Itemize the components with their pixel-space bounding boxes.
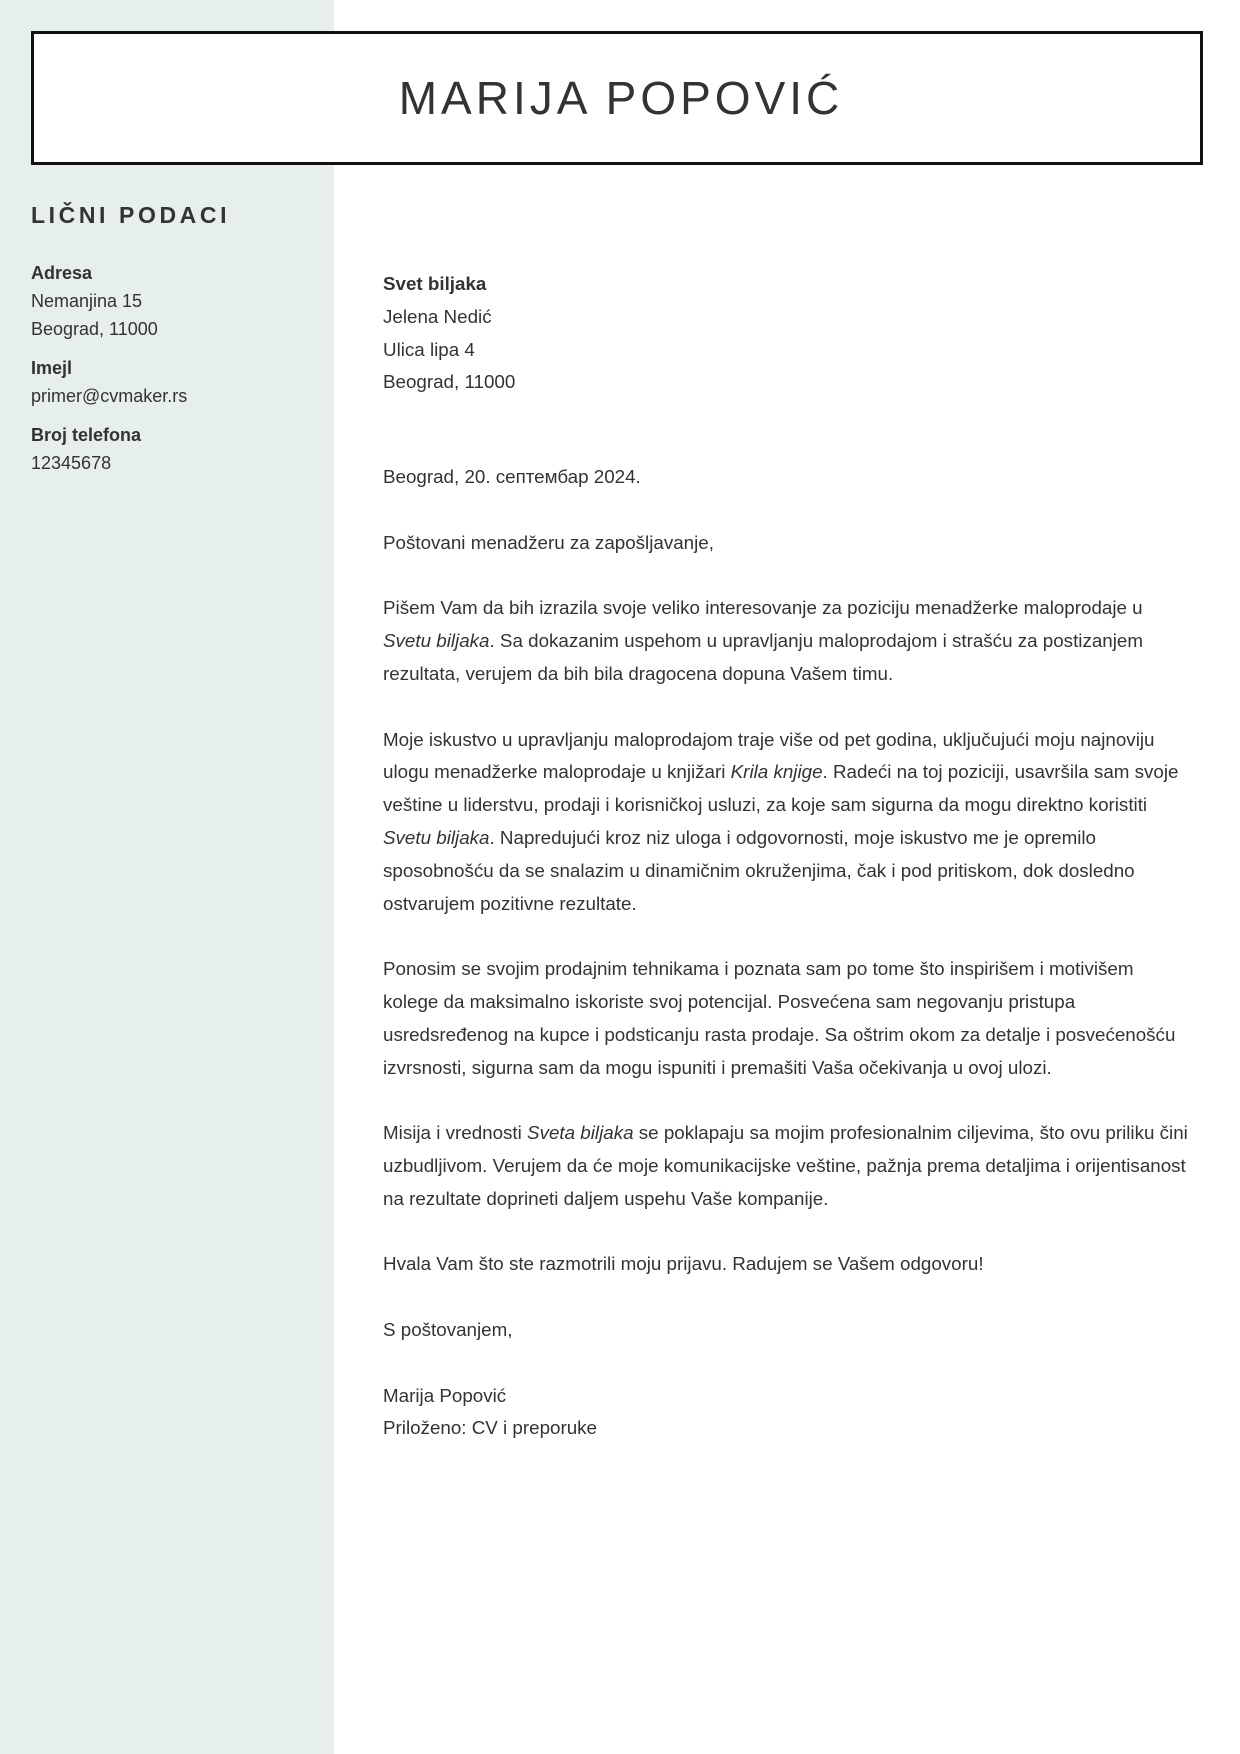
phone-field bbox=[31, 421, 321, 477]
company-name-italic: Sveta biljaka bbox=[527, 1122, 634, 1144]
paragraph-3: Ponosim se svojim prodajnim tehnikama i poznata sam po tome što inspirišem i motivišem kolege da maksimalno iskoriste svoj potencijal. Posvećena sam negovanju pristupa usredsređenog na kupce i podsticanju rasta prodaje. Sa oštrim okom za detalje i posvećenošću izvrsnosti, sigurna sam da mogu ispuniti i premašiti Vaša očekivanja u ovoj ulozi. bbox=[383, 958, 1176, 1078]
signature-name: Marija Popović bbox=[383, 1384, 507, 1406]
email-field bbox=[31, 354, 321, 410]
recipient-city: Beograd, 11000 bbox=[383, 371, 516, 393]
company-name-italic: Svetu biljaka bbox=[383, 826, 490, 848]
address-field bbox=[31, 259, 321, 343]
email-label: Imejl bbox=[31, 358, 73, 378]
paragraph-4: Misija i vrednosti Sveta biljaka se poklapaju sa mojim profesionalnim ciljevima, što ovu priliku čini uzbudljivom. Verujem da će moje komunikacijske veštine, pažnja prema detaljima i orijentisanost na rezultate doprineti daljem uspehu Vaše kompanije. bbox=[383, 1122, 1188, 1209]
recipient-street: Ulica lipa 4 bbox=[383, 338, 475, 360]
personal-details-title: LIČNI PODACI bbox=[31, 202, 231, 228]
paragraph-5: Hvala Vam što ste razmotrili moju prijavu. Radujem se Vašem odgovoru! bbox=[383, 1253, 984, 1275]
email-value: primer@cvmaker.rs bbox=[31, 386, 188, 406]
address-label: Adresa bbox=[31, 263, 93, 283]
recipient-company: Svet biljaka bbox=[383, 273, 487, 294]
company-name-italic: Svetu biljaka bbox=[383, 630, 490, 652]
closing: S poštovanjem, bbox=[383, 1318, 513, 1340]
phone-value: 12345678 bbox=[31, 453, 112, 473]
address-line-1: Nemanjina 15 bbox=[31, 291, 143, 311]
phone-label: Broj telefona bbox=[31, 425, 142, 445]
personal-details bbox=[31, 202, 321, 488]
applicant-name: MARIJA POPOVIĆ bbox=[398, 72, 844, 124]
recipient-block bbox=[383, 268, 1188, 399]
previous-employer-italic: Krila knjige bbox=[730, 761, 823, 783]
attachments-note: Priloženo: CV i preporuke bbox=[383, 1417, 598, 1439]
recipient-contact: Jelena Nedić bbox=[383, 305, 492, 327]
paragraph-1: Pišem Vam da bih izrazila svoje veliko interesovanje za poziciju menadžerke maloprodaje u Svetu biljaka. Sa dokazanim uspehom u upravljanju maloprodajom i strašću za postizanjem rezultata, verujem da bih bila dragocena dopuna Vašem timu. bbox=[383, 597, 1144, 684]
letter-body bbox=[383, 268, 1188, 1445]
letter-date: Beograd, 20. септембар 2024. bbox=[383, 466, 641, 488]
paragraph-2: Moje iskustvo u upravljanju maloprodajom traje više od pet godina, uključujući moju najnoviju ulogu menadžerke maloprodaje u knjižari Krila knjige. Radeći na toj poziciji, usavršila sam svoje veštine u liderstvu, prodaji i korisničkoj usluzi, za koje sam sigurna da mogu direktno koristiti Svetu biljaka. Napredujući kroz niz uloga i odgovornosti, moje iskustvo me je opremilo sposobnošću da se snalazim u dinamičnim okruženjima, čak i pod pritiskom, dok dosledno ostvarujem pozitivne rezultate. bbox=[383, 728, 1179, 914]
name-header bbox=[31, 31, 1203, 165]
signoff-block bbox=[383, 1380, 1188, 1446]
address-line-2: Beograd, 11000 bbox=[31, 319, 158, 339]
salutation: Poštovani menadžeru za zapošljavanje, bbox=[383, 531, 714, 553]
